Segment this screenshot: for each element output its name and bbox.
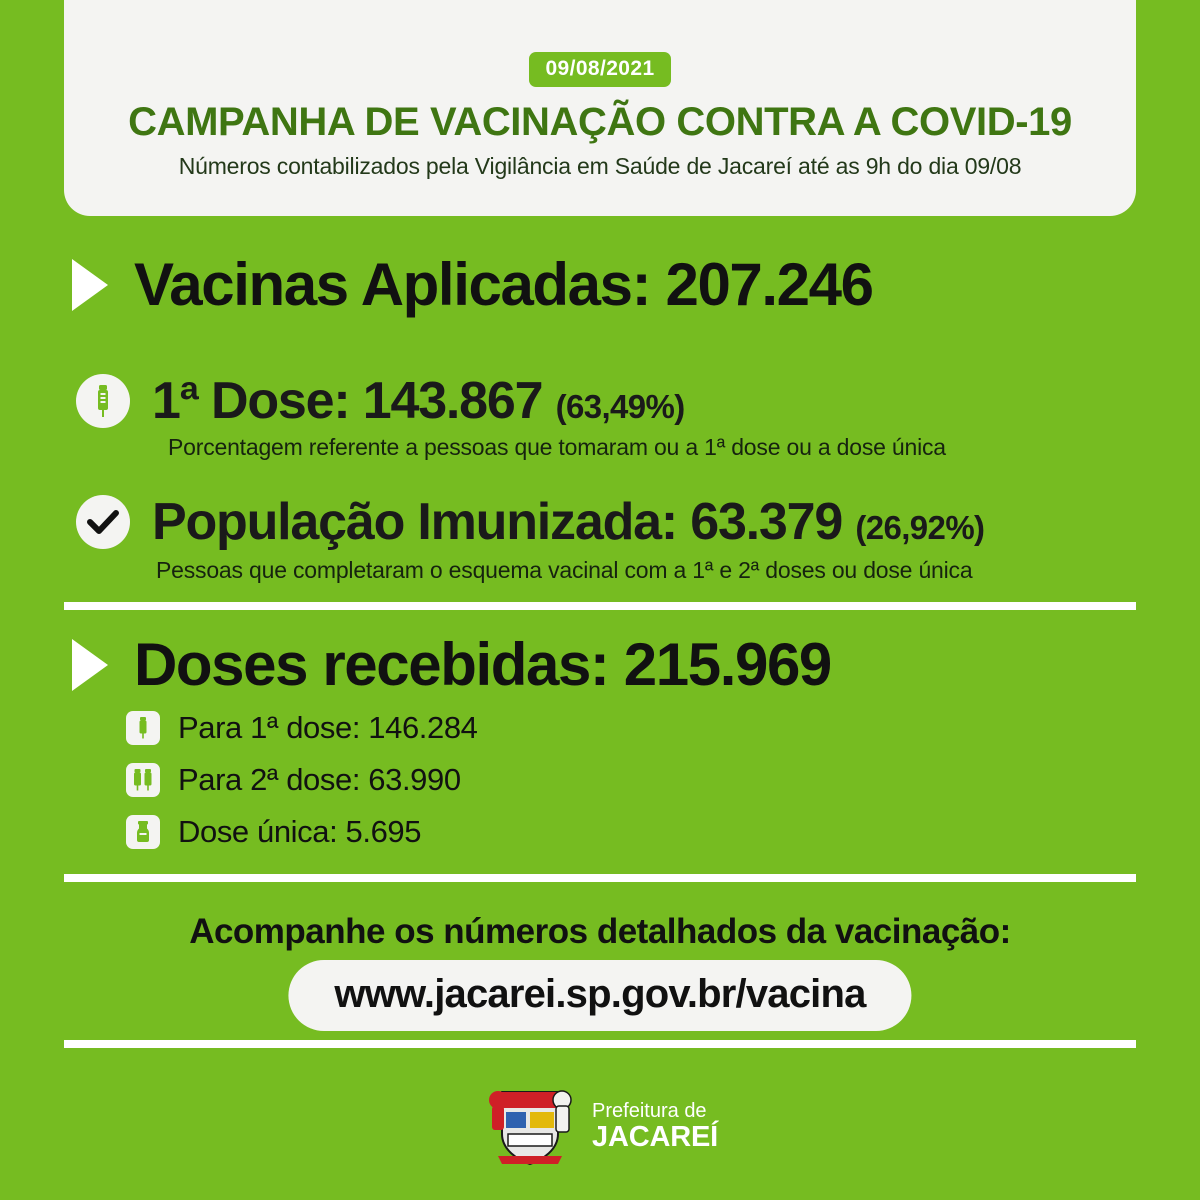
triangle-bullet-icon — [72, 259, 108, 311]
first-dose-text — [152, 371, 685, 431]
date-badge: 09/08/2021 — [529, 52, 670, 87]
first-dose-percent: (63,49%) — [555, 388, 685, 425]
immunized-label: População Imunizada: — [152, 493, 677, 551]
first-dose-row — [76, 371, 685, 431]
double-syringe-icon — [126, 763, 160, 797]
immunized-row — [76, 492, 984, 552]
applied-doses-text — [134, 250, 873, 319]
website-url[interactable]: www.jacarei.sp.gov.br/vacina — [288, 960, 911, 1031]
list-item — [126, 814, 421, 850]
list-item-label: Para 1ª dose: 146.284 — [178, 710, 478, 745]
syringe-icon — [126, 711, 160, 745]
page-title: CAMPANHA DE VACINAÇÃO CONTRA A COVID-19 — [128, 100, 1072, 144]
vial-icon — [126, 815, 160, 849]
first-dose-label: 1ª Dose: — [152, 372, 350, 430]
received-doses-label: Doses recebidas: — [134, 631, 609, 698]
brand-city: JACAREÍ — [592, 1120, 718, 1153]
cta-text: Acompanhe os números detalhados da vacinação: — [189, 912, 1011, 951]
list-item — [126, 710, 478, 746]
divider-bottom — [64, 1040, 1136, 1048]
immunized-value: 63.379 — [690, 493, 843, 551]
received-doses-row — [72, 630, 831, 699]
first-dose-note: Porcentagem referente a pessoas que tomaram ou a 1ª dose ou a dose única — [168, 434, 946, 460]
list-item-label: Dose única: 5.695 — [178, 814, 422, 849]
list-item-label: Para 2ª dose: 63.990 — [178, 762, 461, 797]
brand-footer — [0, 1078, 1200, 1175]
applied-doses-label: Vacinas Aplicadas: — [134, 251, 651, 318]
immunized-percent: (26,92%) — [855, 509, 985, 546]
applied-doses-value: 207.246 — [665, 251, 873, 318]
syringe-icon — [76, 374, 130, 428]
triangle-bullet-icon — [72, 639, 108, 691]
header-subtitle: Números contabilizados pela Vigilância em Saúde de Jacareí até as 9h do dia 09/08 — [178, 153, 1022, 180]
divider-middle — [64, 874, 1136, 882]
applied-doses-row — [72, 250, 873, 319]
header-card — [64, 0, 1136, 216]
brand-text — [592, 1101, 718, 1152]
received-doses-text — [134, 630, 831, 699]
city-crest-icon — [482, 1078, 578, 1175]
brand-prefix: Prefeitura de — [592, 1099, 707, 1122]
received-doses-value: 215.969 — [623, 631, 831, 698]
list-item — [126, 762, 461, 798]
check-icon — [76, 495, 130, 549]
first-dose-value: 143.867 — [362, 372, 543, 430]
immunized-note: Pessoas que completaram o esquema vacinal com a 1ª e 2ª doses ou dose única — [156, 557, 973, 583]
immunized-text — [152, 492, 984, 552]
divider-top — [64, 602, 1136, 610]
